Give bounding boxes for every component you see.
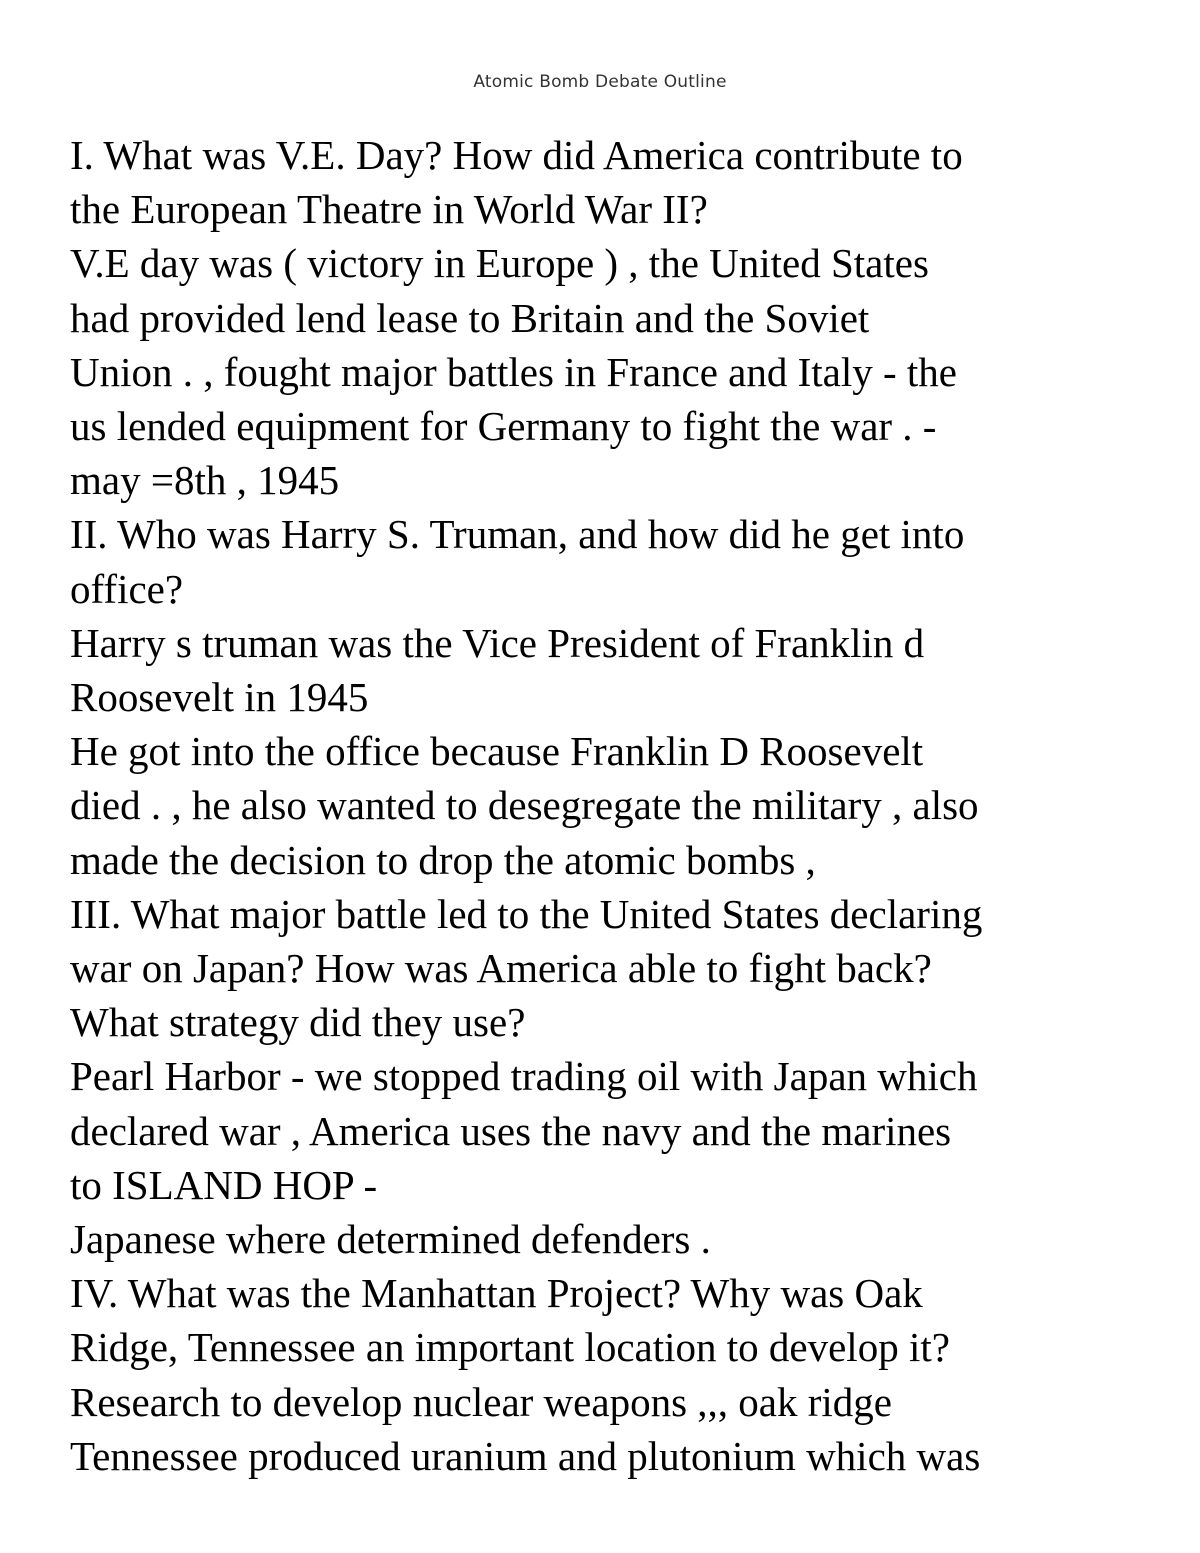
answer-3-line-3: to ISLAND HOP - (70, 1161, 378, 1208)
question-4-line-2: Ridge, Tennessee an important location to develop it? (70, 1324, 950, 1371)
answer-3-line-4: Japanese where determined defenders . (70, 1216, 711, 1263)
question-1-line-1: I. What was V.E. Day? How did America contribute to (70, 132, 963, 178)
answer-2-line-4: died . , he also wanted to desegregate the military , also (70, 782, 979, 829)
answer-4-line-1: Research to develop nuclear weapons ,,, oak ridge (70, 1378, 892, 1425)
answer-2-line-3: He got into the office because Franklin D Roosevelt (70, 728, 924, 775)
answer-1-line-2: had provided lend lease to Britain and the Soviet (70, 294, 870, 341)
answer-2-line-5: made the decision to drop the atomic bombs , (70, 836, 816, 883)
answer-1-line-5: may =8th , 1945 (70, 457, 340, 504)
question-3-line-2: war on Japan? How was America able to fight back? (70, 945, 932, 992)
question-3-line-3: What strategy did they use? (70, 999, 526, 1046)
answer-1-line-4: us lended equipment for Germany to fight the war . - (70, 403, 937, 450)
question-1-line-2: the European Theatre in World War II? (70, 186, 708, 233)
question-2-line-2: office? (70, 565, 184, 612)
answer-1-line-3: Union . , fought major battles in France and Italy - the (70, 348, 957, 395)
document-body (70, 128, 1150, 1483)
question-3-line-1: III. What major battle led to the United States declaring (70, 890, 983, 937)
question-4-line-1: IV. What was the Manhattan Project? Why was Oak (70, 1270, 923, 1317)
answer-4-line-2: Tennessee produced uranium and plutonium which was (70, 1432, 981, 1479)
answer-1-line-1: V.E day was ( victory in Europe ) , the United States (70, 240, 929, 287)
answer-3-line-1: Pearl Harbor - we stopped trading oil with Japan which (70, 1053, 978, 1100)
answer-2-line-2: Roosevelt in 1945 (70, 674, 369, 721)
answer-3-line-2: declared war , America uses the navy and the marines (70, 1107, 952, 1154)
answer-2-line-1: Harry s truman was the Vice President of Franklin d (70, 619, 925, 666)
question-2-line-1: II. Who was Harry S. Truman, and how did he get into (70, 511, 965, 558)
document-header-title: Atomic Bomb Debate Outline (473, 72, 727, 92)
